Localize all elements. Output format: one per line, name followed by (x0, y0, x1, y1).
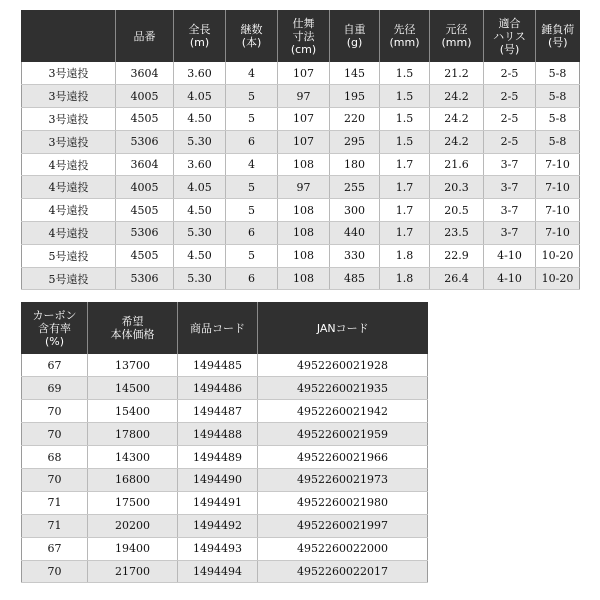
table-cell: 4 (226, 62, 278, 85)
table-cell: 97 (278, 85, 330, 108)
header-line: 適合 (498, 16, 521, 30)
table-cell: 4952260021959 (258, 423, 428, 446)
header-line: 継数 (240, 23, 263, 36)
header-line: (g) (346, 36, 363, 49)
table-cell: 20.5 (430, 199, 484, 222)
table-cell: 5 (226, 199, 278, 222)
table-cell: 7-10 (536, 199, 580, 222)
table-cell: 145 (330, 62, 380, 85)
table-cell: 6 (226, 267, 278, 290)
table-cell: 3号遠投 (22, 108, 116, 131)
table-cell: 2-5 (484, 108, 536, 131)
table-cell: 4号遠投 (22, 199, 116, 222)
header-line: (号) (547, 36, 568, 49)
table-cell: 1.5 (380, 108, 430, 131)
table-cell: 21.6 (430, 153, 484, 176)
header-line: 仕舞 (292, 16, 315, 30)
table-cell: 7-10 (536, 176, 580, 199)
table-cell: 3604 (116, 153, 174, 176)
table-cell: 17500 (88, 491, 178, 514)
table-cell: 1494491 (178, 491, 258, 514)
price-row (22, 491, 428, 514)
table-cell: 14500 (88, 377, 178, 400)
table-cell: 108 (278, 153, 330, 176)
table-cell: 4.05 (174, 85, 226, 108)
table-cell: 107 (278, 108, 330, 131)
price-row (22, 377, 428, 400)
table-cell: 4952260021973 (258, 468, 428, 491)
table-cell: 5.30 (174, 130, 226, 153)
table-cell: 6 (226, 222, 278, 245)
table-cell: 13700 (88, 354, 178, 377)
table-cell: 440 (330, 222, 380, 245)
spec-row (22, 108, 580, 131)
price-row (22, 537, 428, 560)
table-cell: 1.7 (380, 199, 430, 222)
table-cell: 2-5 (484, 62, 536, 85)
table-cell: 107 (278, 130, 330, 153)
table-cell: 5.30 (174, 267, 226, 290)
table-cell: 5-8 (536, 85, 580, 108)
table-cell: 5 (226, 85, 278, 108)
price-row (22, 514, 428, 537)
spec-header-weight (330, 10, 380, 62)
table-cell: 4952260021942 (258, 400, 428, 423)
table-cell: 4952260021980 (258, 491, 428, 514)
table-cell: 1494485 (178, 354, 258, 377)
table-cell: 3-7 (484, 176, 536, 199)
header-line: 錘負荷 (541, 23, 575, 36)
header-line: 先径 (393, 23, 416, 36)
table-cell: 4-10 (484, 244, 536, 267)
table-cell: 1494488 (178, 423, 258, 446)
table-cell: 5306 (116, 267, 174, 290)
table-cell: 4005 (116, 176, 174, 199)
table-cell: 1.8 (380, 244, 430, 267)
table-cell: 5 (226, 108, 278, 131)
table-cell: 22.9 (430, 244, 484, 267)
spec-row (22, 176, 580, 199)
table-cell: 4 (226, 153, 278, 176)
table-cell: 107 (278, 62, 330, 85)
spec-row (22, 199, 580, 222)
table-cell: 4.50 (174, 244, 226, 267)
table-cell: 67 (22, 537, 88, 560)
table-cell: 19400 (88, 537, 178, 560)
header-line: (cm) (290, 42, 317, 56)
spec-header-tip-diameter (380, 10, 430, 62)
table-cell: 5306 (116, 130, 174, 153)
table-cell: 5号遠投 (22, 244, 116, 267)
table-cell: 1.5 (380, 85, 430, 108)
table-cell: 4952260022017 (258, 560, 428, 583)
table-cell: 1.7 (380, 222, 430, 245)
table-cell: 10-20 (536, 244, 580, 267)
table-cell: 21.2 (430, 62, 484, 85)
table-cell: 4-10 (484, 267, 536, 290)
price-header-jan-code (258, 302, 428, 354)
spec-table-body (22, 62, 580, 290)
table-cell: 108 (278, 199, 330, 222)
spec-row (22, 222, 580, 245)
table-cell: 3-7 (484, 153, 536, 176)
table-cell: 1494487 (178, 400, 258, 423)
price-header-row (22, 302, 428, 354)
table-cell: 1494494 (178, 560, 258, 583)
table-cell: 71 (22, 491, 88, 514)
table-cell: 220 (330, 108, 380, 131)
table-cell: 4号遠投 (22, 222, 116, 245)
header-line: (%) (44, 334, 65, 348)
header-line: 商品コード (190, 321, 245, 335)
spec-row (22, 244, 580, 267)
table-cell: 21700 (88, 560, 178, 583)
table-cell: 195 (330, 85, 380, 108)
table-cell: 3-7 (484, 199, 536, 222)
table-cell: 5 (226, 176, 278, 199)
spec-header-closed-length (278, 10, 330, 62)
table-cell: 4952260021928 (258, 354, 428, 377)
header-line: (m) (189, 36, 210, 49)
spec-header-row (22, 10, 580, 62)
table-cell: 4952260021935 (258, 377, 428, 400)
table-cell: 108 (278, 244, 330, 267)
table-cell: 255 (330, 176, 380, 199)
table-cell: 3604 (116, 62, 174, 85)
header-line: ハリス (493, 29, 526, 43)
spec-row (22, 267, 580, 290)
price-header-product-code (178, 302, 258, 354)
table-cell: 3号遠投 (22, 130, 116, 153)
spec-header-model (116, 10, 174, 62)
table-cell: 16800 (88, 468, 178, 491)
table-cell: 4505 (116, 108, 174, 131)
table-cell: 4952260021966 (258, 446, 428, 469)
table-cell: 24.2 (430, 108, 484, 131)
spec-table (21, 10, 580, 290)
table-cell: 4号遠投 (22, 176, 116, 199)
spec-row (22, 153, 580, 176)
table-cell: 5.30 (174, 222, 226, 245)
table-cell: 24.2 (430, 130, 484, 153)
table-cell: 6 (226, 130, 278, 153)
table-cell: 5号遠投 (22, 267, 116, 290)
table-cell: 1494492 (178, 514, 258, 537)
table-cell: 1.7 (380, 153, 430, 176)
spec-row (22, 130, 580, 153)
table-cell: 70 (22, 468, 88, 491)
header-line: カーボン (32, 308, 77, 322)
table-cell: 1494493 (178, 537, 258, 560)
table-cell: 20.3 (430, 176, 484, 199)
table-cell: 68 (22, 446, 88, 469)
table-cell: 1.8 (380, 267, 430, 290)
price-row (22, 468, 428, 491)
header-line: 寸法 (292, 29, 315, 43)
spec-header-sections (226, 10, 278, 62)
price-header-carbon (22, 302, 88, 354)
table-cell: 295 (330, 130, 380, 153)
table-cell: 3.60 (174, 153, 226, 176)
spec-row (22, 85, 580, 108)
table-cell: 7-10 (536, 153, 580, 176)
table-cell: 180 (330, 153, 380, 176)
spec-header-sinker-load (536, 10, 580, 62)
table-cell: 70 (22, 560, 88, 583)
spec-header-length (174, 10, 226, 62)
price-row (22, 400, 428, 423)
table-cell: 5-8 (536, 108, 580, 131)
table-cell: 7-10 (536, 222, 580, 245)
table-cell: 3-7 (484, 222, 536, 245)
header-line: JANコード (316, 321, 369, 335)
price-header-price (88, 302, 178, 354)
table-cell: 17800 (88, 423, 178, 446)
table-cell: 4952260021997 (258, 514, 428, 537)
price-row (22, 423, 428, 446)
header-line: 元径 (445, 23, 468, 36)
table-cell: 14300 (88, 446, 178, 469)
table-cell: 3号遠投 (22, 62, 116, 85)
table-cell: 1.5 (380, 62, 430, 85)
spec-row (22, 62, 580, 85)
table-cell: 69 (22, 377, 88, 400)
table-cell: 4.05 (174, 176, 226, 199)
table-cell: 24.2 (430, 85, 484, 108)
table-cell: 4505 (116, 244, 174, 267)
header-line: 全長 (188, 23, 211, 36)
table-cell: 108 (278, 267, 330, 290)
table-cell: 5-8 (536, 130, 580, 153)
table-cell: 1494490 (178, 468, 258, 491)
header-line: (mm) (441, 36, 472, 49)
header-line: (本) (241, 36, 262, 49)
table-cell: 4.50 (174, 108, 226, 131)
spec-header-line-rating (484, 10, 536, 62)
header-line: (号) (499, 42, 520, 56)
price-table (21, 302, 428, 583)
table-cell: 4号遠投 (22, 153, 116, 176)
table-cell: 3号遠投 (22, 85, 116, 108)
table-cell: 485 (330, 267, 380, 290)
table-cell: 5306 (116, 222, 174, 245)
table-cell: 15400 (88, 400, 178, 423)
header-line: 含有率 (38, 321, 71, 335)
table-cell: 23.5 (430, 222, 484, 245)
table-cell: 97 (278, 176, 330, 199)
table-cell: 3.60 (174, 62, 226, 85)
table-cell: 1.7 (380, 176, 430, 199)
table-cell: 20200 (88, 514, 178, 537)
table-cell: 2-5 (484, 130, 536, 153)
header-line: (mm) (389, 36, 420, 49)
table-cell: 330 (330, 244, 380, 267)
spec-header-butt-diameter (430, 10, 484, 62)
table-cell: 300 (330, 199, 380, 222)
price-row (22, 560, 428, 583)
table-cell: 1494486 (178, 377, 258, 400)
table-cell: 108 (278, 222, 330, 245)
table-cell: 4.50 (174, 199, 226, 222)
table-cell: 71 (22, 514, 88, 537)
table-cell: 4005 (116, 85, 174, 108)
table-cell: 1.5 (380, 130, 430, 153)
table-cell: 67 (22, 354, 88, 377)
table-cell: 5 (226, 244, 278, 267)
table-cell: 10-20 (536, 267, 580, 290)
header-line: 希望 (121, 315, 144, 328)
table-cell: 2-5 (484, 85, 536, 108)
table-cell: 70 (22, 423, 88, 446)
table-cell: 1494489 (178, 446, 258, 469)
price-row (22, 354, 428, 377)
header-line: 本体価格 (110, 328, 155, 341)
table-cell: 4505 (116, 199, 174, 222)
table-cell: 5-8 (536, 62, 580, 85)
price-row (22, 446, 428, 469)
spec-header-name (22, 10, 116, 62)
header-line: 自重 (343, 23, 366, 36)
table-cell: 4952260022000 (258, 537, 428, 560)
table-cell: 26.4 (430, 267, 484, 290)
header-line: 品番 (133, 29, 156, 43)
table-cell: 70 (22, 400, 88, 423)
price-table-body (22, 354, 428, 583)
